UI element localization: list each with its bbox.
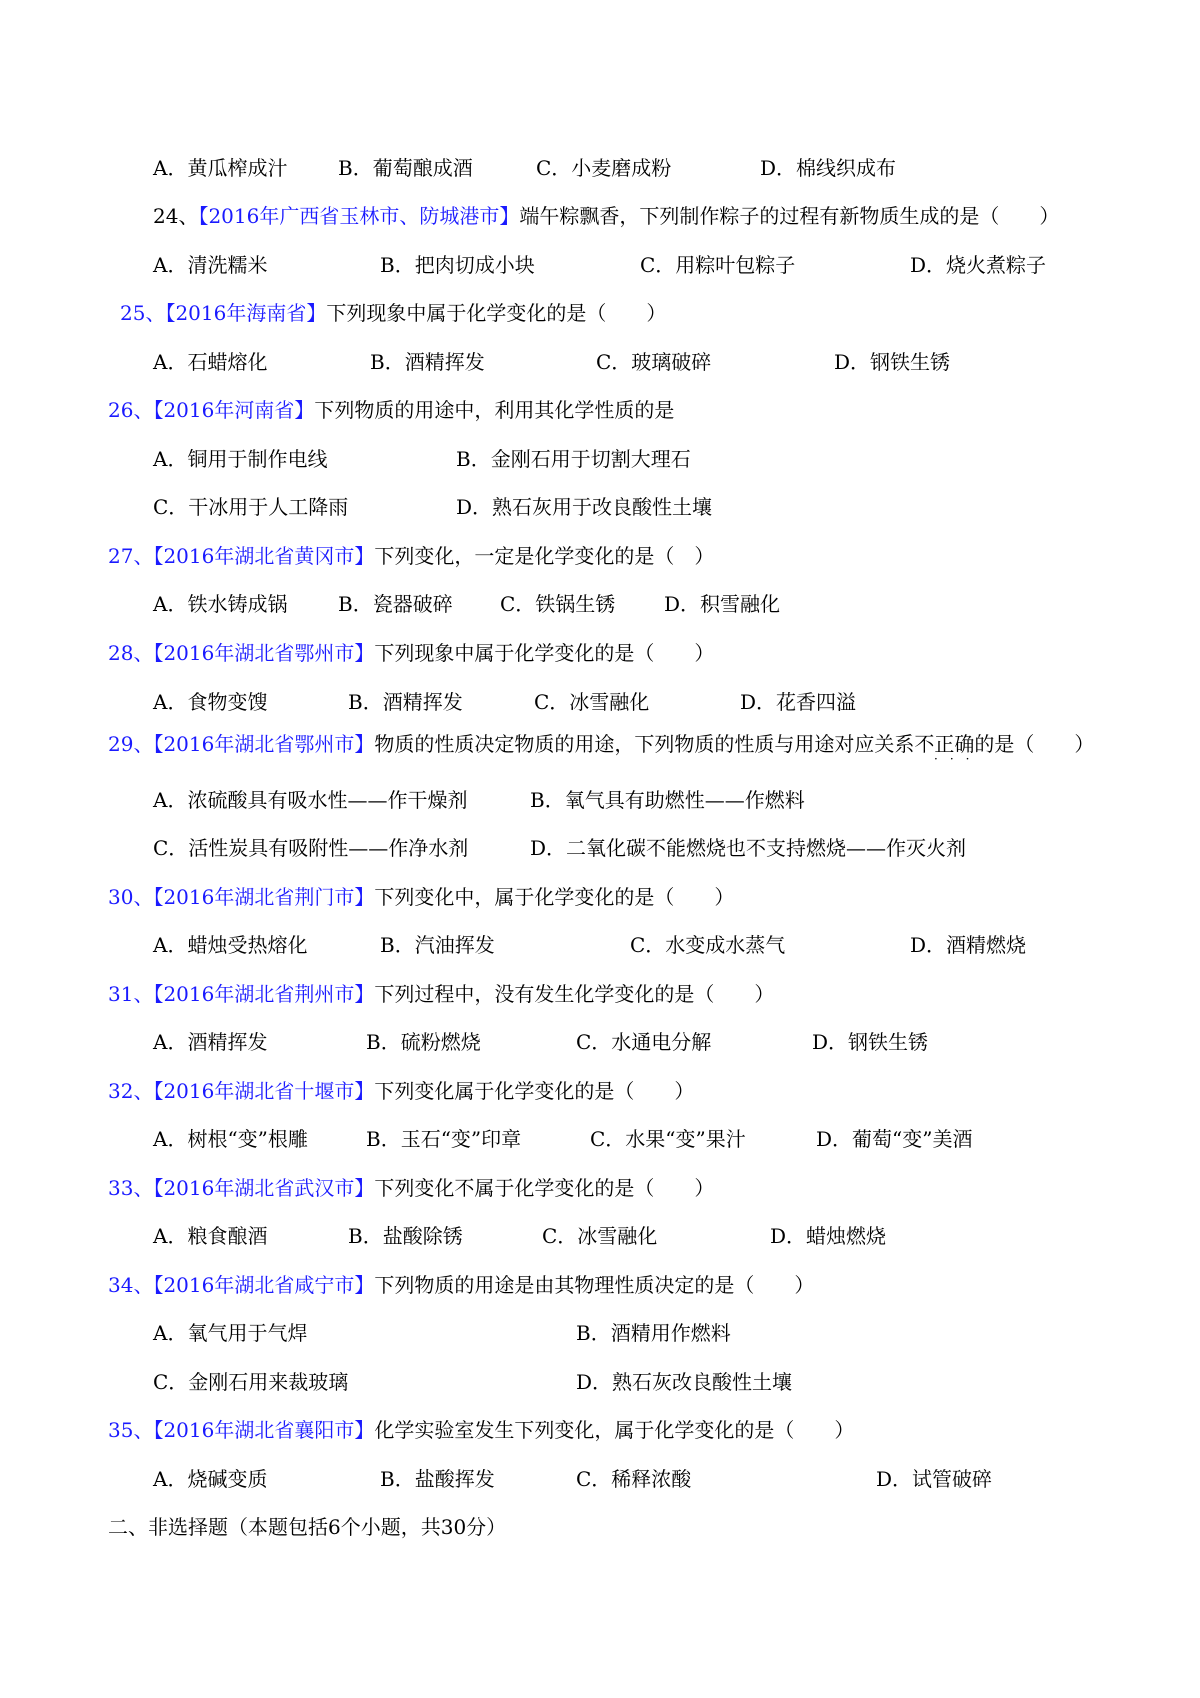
question-number: 26、 bbox=[108, 398, 154, 422]
question-source: 【2016年湖北省荆门市】 bbox=[153, 885, 375, 909]
option-d: D．酒精燃烧 bbox=[910, 933, 1027, 957]
question-text: 物质的性质决定物质的用途，下列物质的性质与用途对应关系不正确的是（ ） bbox=[374, 732, 1095, 756]
option-a: A．蜡烛受热熔化 bbox=[153, 933, 308, 957]
option-a: A．清洗糯米 bbox=[153, 253, 268, 277]
question-source: 【2016年湖北省鄂州市】 bbox=[153, 732, 375, 756]
option-d: D．钢铁生锈 bbox=[812, 1030, 929, 1054]
question-number: 33、 bbox=[108, 1176, 154, 1200]
question-text: 下列过程中，没有发生化学变化的是（ ） bbox=[374, 982, 775, 1006]
question-number: 30、 bbox=[108, 885, 154, 909]
question-text: 下列变化属于化学变化的是（ ） bbox=[374, 1079, 695, 1103]
option-c: C．冰雪融化 bbox=[534, 690, 650, 714]
question-text: 下列物质的用途是由其物理性质决定的是（ ） bbox=[374, 1273, 815, 1297]
option-a: A．石蜡熔化 bbox=[153, 350, 268, 374]
question-stem bbox=[108, 883, 734, 911]
option-b: B．氧气具有助燃性——作燃料 bbox=[530, 788, 805, 812]
option-a: A．铁水铸成锅 bbox=[153, 592, 288, 616]
question-number: 35、 bbox=[108, 1418, 154, 1442]
option-b: B．盐酸除锈 bbox=[348, 1224, 463, 1248]
option-d: D．葡萄“变”美酒 bbox=[816, 1127, 973, 1151]
option-c: C．金刚石用来裁玻璃 bbox=[153, 1370, 349, 1394]
question-stem bbox=[108, 1077, 694, 1105]
question-source: 【2016年湖北省荆州市】 bbox=[153, 982, 375, 1006]
option-b: B．酒精用作燃料 bbox=[576, 1321, 731, 1345]
option-d: D．试管破碎 bbox=[876, 1467, 993, 1491]
question-text: 端午粽飘香，下列制作粽子的过程有新物质生成的是（ ） bbox=[519, 204, 1060, 228]
question-text: 下列变化不属于化学变化的是（ ） bbox=[374, 1176, 715, 1200]
option-c: C．水变成水蒸气 bbox=[630, 933, 786, 957]
question-source: 【2016年湖北省鄂州市】 bbox=[153, 641, 375, 665]
option-a: A．黄瓜榨成汁 bbox=[153, 156, 288, 180]
option-d: D．积雪融化 bbox=[664, 592, 781, 616]
question-number: 29、 bbox=[108, 732, 154, 756]
option-a: A．铜用于制作电线 bbox=[153, 447, 328, 471]
question-number: 27、 bbox=[108, 544, 154, 568]
option-b: B．瓷器破碎 bbox=[338, 592, 453, 616]
option-b: B．酒精挥发 bbox=[348, 690, 463, 714]
option-d: D．钢铁生锈 bbox=[834, 350, 951, 374]
option-c: C．用粽叶包粽子 bbox=[640, 253, 796, 277]
option-d: D．熟石灰改良酸性土壤 bbox=[576, 1370, 793, 1394]
option-c: C．干冰用于人工降雨 bbox=[153, 495, 349, 519]
question-source: 【2016年湖北省十堰市】 bbox=[153, 1079, 375, 1103]
section-heading: 二、非选择题（本题包括6个小题，共30分） bbox=[108, 1515, 507, 1539]
question-number: 31、 bbox=[108, 982, 154, 1006]
question-number: 28、 bbox=[108, 641, 154, 665]
option-d: D．二氧化碳不能燃烧也不支持燃烧——作灭火剂 bbox=[530, 836, 967, 860]
question-stem bbox=[108, 1174, 714, 1202]
option-a: A．浓硫酸具有吸水性——作干燥剂 bbox=[153, 788, 468, 812]
option-c: C．水通电分解 bbox=[576, 1030, 712, 1054]
question-stem bbox=[108, 1416, 854, 1444]
option-b: B．硫粉燃烧 bbox=[366, 1030, 481, 1054]
question-text: 下列现象中属于化学变化的是（ ） bbox=[326, 301, 667, 325]
question-number: 24、 bbox=[153, 204, 199, 228]
option-c: C．铁锅生锈 bbox=[500, 592, 616, 616]
option-b: B．葡萄酿成酒 bbox=[338, 156, 473, 180]
question-text: 下列变化，一定是化学变化的是（ ） bbox=[374, 544, 715, 568]
question-source: 【2016年湖北省黄冈市】 bbox=[153, 544, 375, 568]
option-c: C．稀释浓酸 bbox=[576, 1467, 692, 1491]
option-a: A．酒精挥发 bbox=[153, 1030, 268, 1054]
option-d: D．烧火煮粽子 bbox=[910, 253, 1047, 277]
question-stem bbox=[120, 299, 666, 327]
option-d: D．熟石灰用于改良酸性土壤 bbox=[456, 495, 713, 519]
option-d: D．蜡烛燃烧 bbox=[770, 1224, 887, 1248]
option-c: C．玻璃破碎 bbox=[596, 350, 712, 374]
option-a: A．粮食酿酒 bbox=[153, 1224, 268, 1248]
option-c: C．活性炭具有吸附性——作净水剂 bbox=[153, 836, 469, 860]
option-b: B．盐酸挥发 bbox=[380, 1467, 495, 1491]
question-text: 下列物质的用途中，利用其化学性质的是 bbox=[314, 398, 675, 422]
option-a: A．烧碱变质 bbox=[153, 1467, 268, 1491]
question-stem bbox=[108, 980, 774, 1008]
option-b: B．汽油挥发 bbox=[380, 933, 495, 957]
question-source: 【2016年海南省】 bbox=[165, 301, 327, 325]
question-source: 【2016年广西省玉林市、防城港市】 bbox=[198, 204, 520, 228]
option-b: B．酒精挥发 bbox=[370, 350, 485, 374]
question-source: 【2016年湖北省襄阳市】 bbox=[153, 1418, 375, 1442]
question-stem bbox=[108, 1271, 814, 1299]
question-stem bbox=[108, 542, 714, 570]
question-source: 【2016年河南省】 bbox=[153, 398, 315, 422]
option-a: A．氧气用于气焊 bbox=[153, 1321, 308, 1345]
question-source: 【2016年湖北省咸宁市】 bbox=[153, 1273, 375, 1297]
question-text: 化学实验室发生下列变化，属于化学变化的是（ ） bbox=[374, 1418, 855, 1442]
question-number: 34、 bbox=[108, 1273, 154, 1297]
question-text: 下列现象中属于化学变化的是（ ） bbox=[374, 641, 715, 665]
option-a: A．树根“变”根雕 bbox=[153, 1127, 308, 1151]
question-number: 32、 bbox=[108, 1079, 154, 1103]
option-d: D．棉线织成布 bbox=[760, 156, 897, 180]
emphasis-dots: ··· bbox=[934, 752, 982, 766]
option-c: C．冰雪融化 bbox=[542, 1224, 658, 1248]
option-b: B．金刚石用于切割大理石 bbox=[456, 447, 691, 471]
option-b: B．玉石“变”印章 bbox=[366, 1127, 522, 1151]
question-stem bbox=[108, 396, 674, 424]
option-c: C．水果“变”果汁 bbox=[590, 1127, 746, 1151]
question-number: 25、 bbox=[120, 301, 166, 325]
option-c: C．小麦磨成粉 bbox=[536, 156, 672, 180]
question-stem bbox=[153, 202, 1059, 230]
question-stem bbox=[108, 639, 714, 667]
question-text: 下列变化中，属于化学变化的是（ ） bbox=[374, 885, 735, 909]
option-d: D．花香四溢 bbox=[740, 690, 857, 714]
question-source: 【2016年湖北省武汉市】 bbox=[153, 1176, 375, 1200]
option-b: B．把肉切成小块 bbox=[380, 253, 535, 277]
option-a: A．食物变馊 bbox=[153, 690, 268, 714]
